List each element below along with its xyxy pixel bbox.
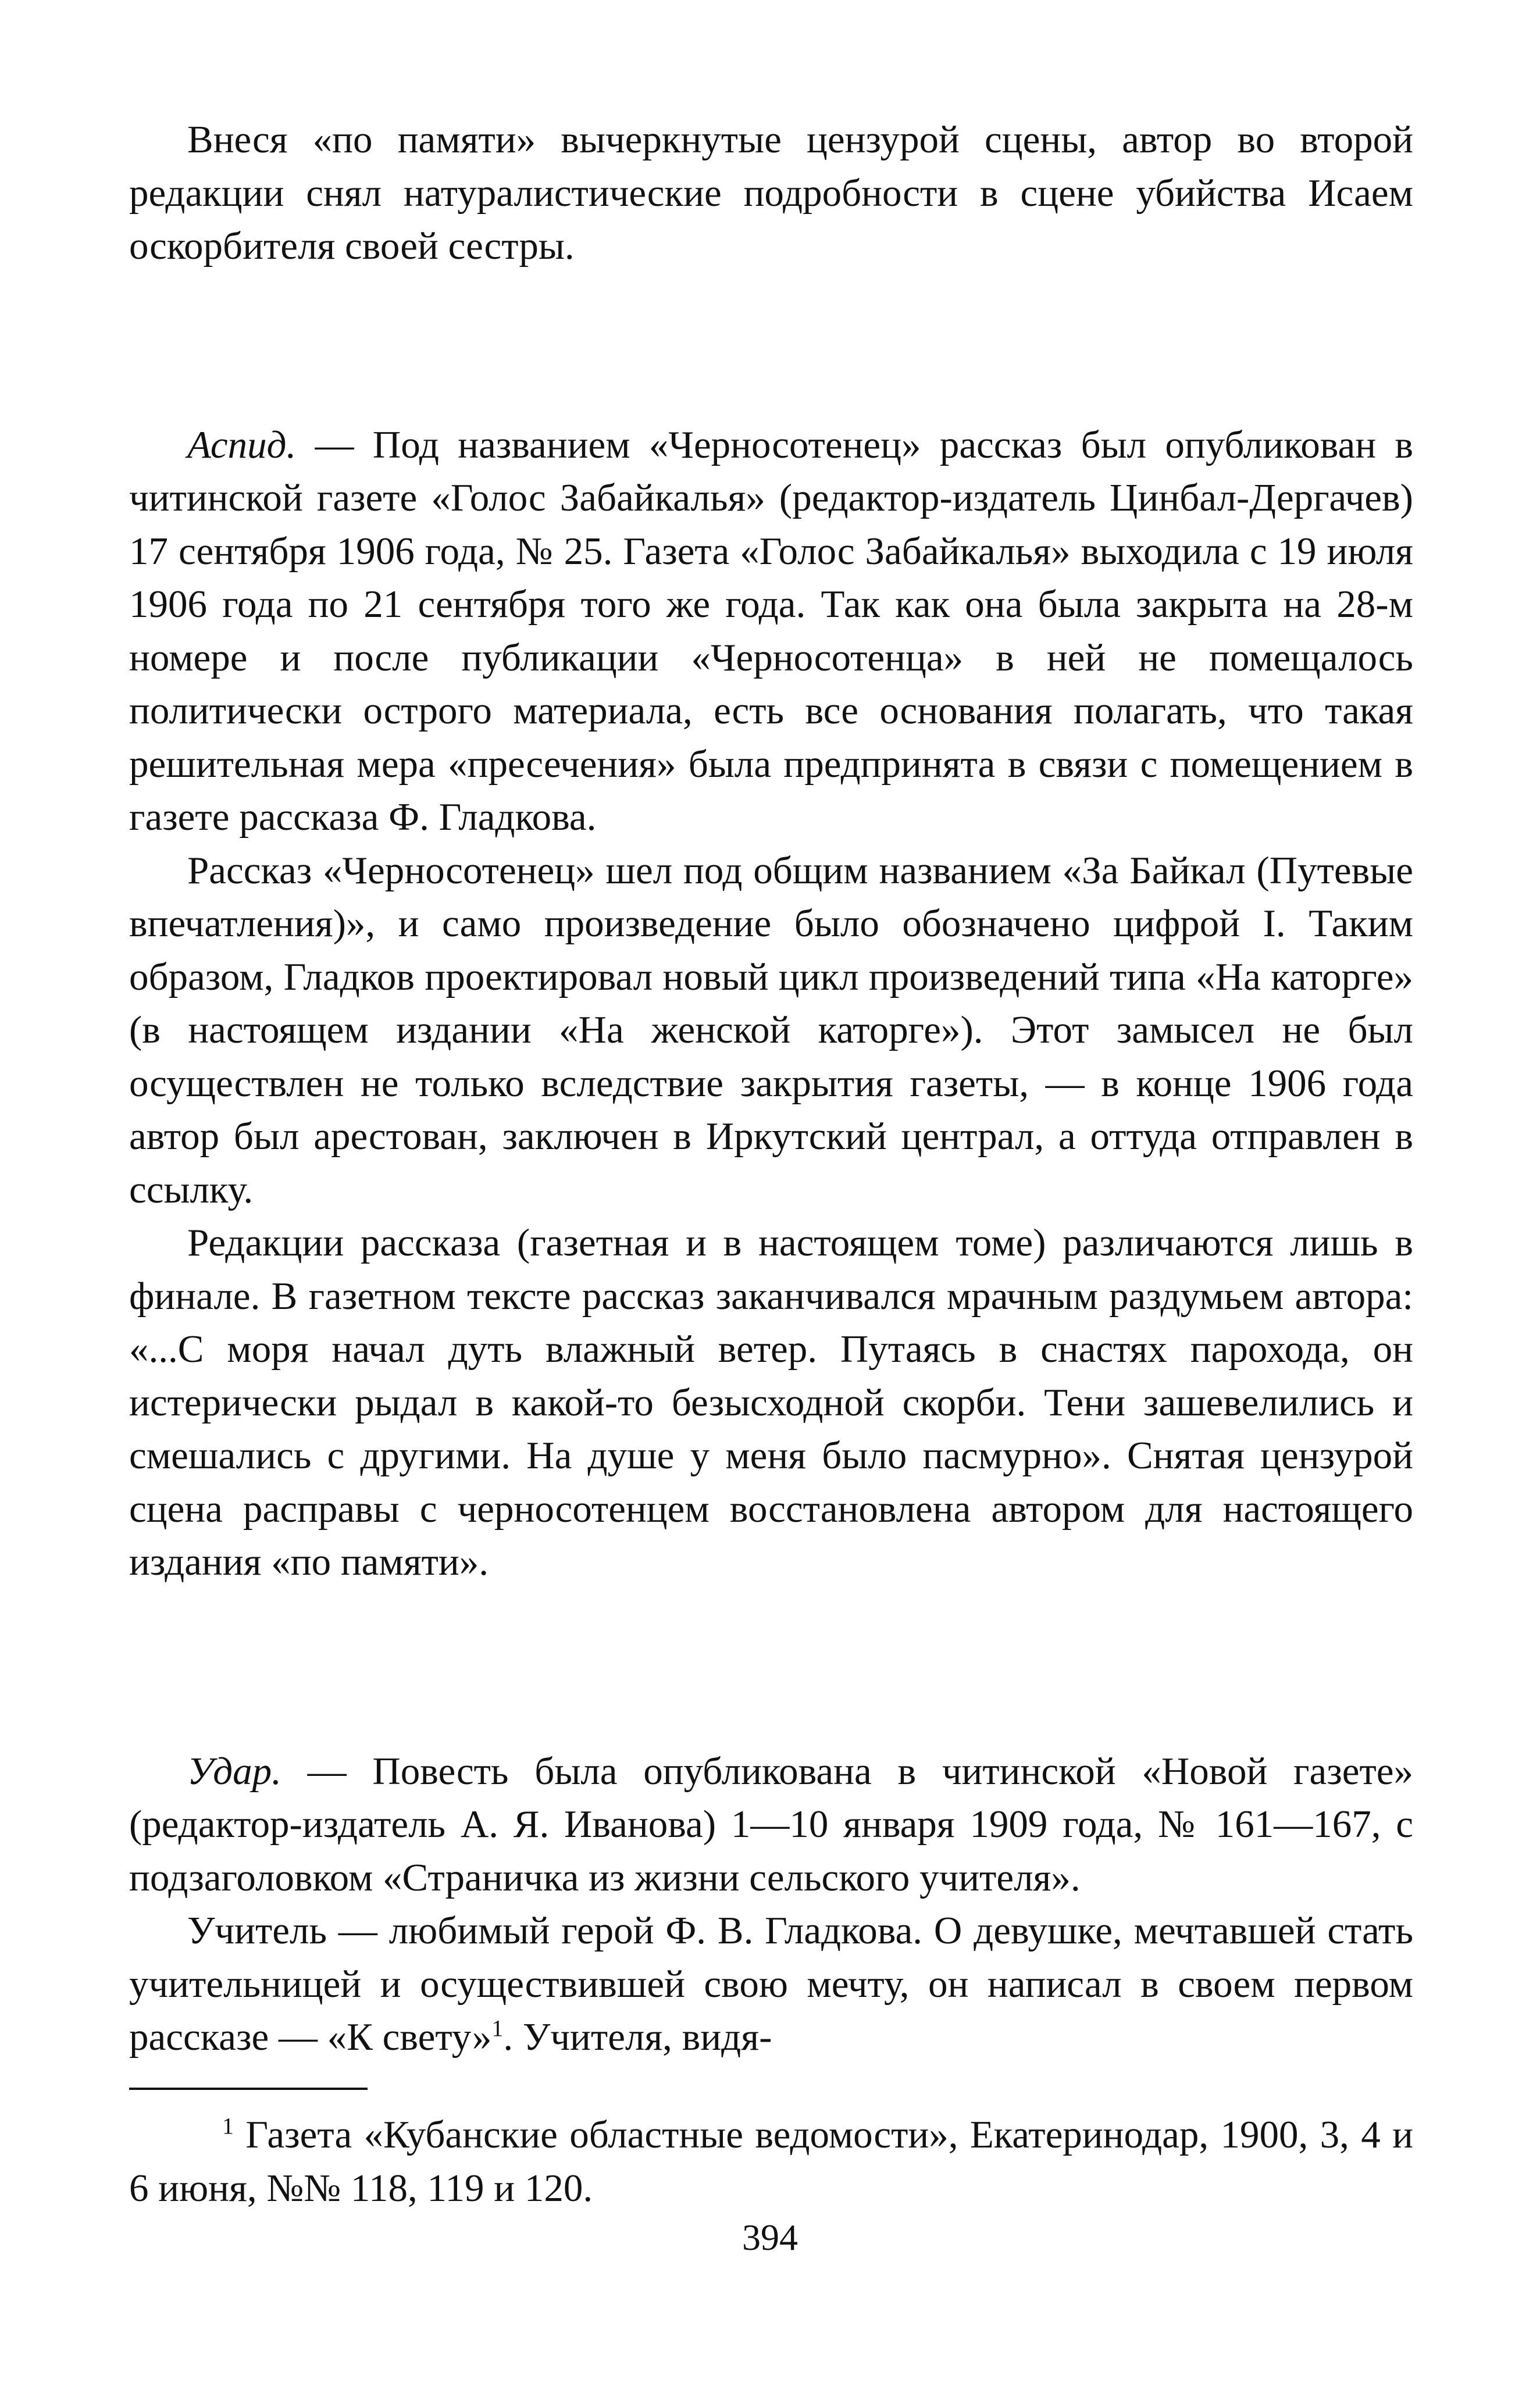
paragraph-teacher-tail: . Учителя, видя-: [503, 2015, 772, 2059]
entry-title-udar: Удар.: [187, 1749, 281, 1793]
page-number: 394: [742, 2217, 798, 2258]
footnote-body: Газета «Кубанские областные ведомости», Екатеринодар, 1900, 3, 4 и 6 июня, №№ 118, 119 и 120.: [129, 2113, 1413, 2210]
paragraph-teacher: [129, 1904, 1413, 2064]
page-body: [129, 113, 1413, 2064]
section-gap: [129, 273, 1413, 419]
paragraph-teacher-text: Учитель — любимый герой Ф. В. Гладкова. О девушке, мечтавшей стать учительницей и осуществившей свою мечту, он написал в своем первом рассказе — «К свету»: [129, 1909, 1413, 2059]
footnote-marker: 1: [222, 2113, 234, 2139]
paragraph-aspid-text: — Под названием «Черносотенец» рассказ был опубликован в читинской газете «Голос Забайкалья» (редактор-издатель Цинбал-Дергачев) 17 сентября 1906 года, № 25. Газета «Голос Забайкалья» выходила с 19 июля 1906 года по 21 сентября того же года. Так как она была закрыта на 28-м номере и после публикации «Черносотенца» в ней не помещалось политически острого материала, есть все основания полагать, что такая решительная мера «пресечения» была предпринята в связи с помещением в газете рассказа Ф. Гладкова.: [129, 423, 1413, 839]
paragraph-cycle: Рассказ «Черносотенец» шел под общим названием «За Байкал (Путевые впечатления)», и само произведение было обозначено цифрой I. Таким образом, Гладков проектировал новый цикл произведений типа «На каторге» (в настоящем издании «На женской каторге»). Этот замысел не был осуществлен не только вследствие закрытия газеты, — в конце 1906 года автор был арестован, заключен в Иркутский централ, а оттуда отправлен в ссылку.: [129, 848, 1413, 1211]
entry-title-aspid: Аспид.: [187, 423, 297, 466]
paragraph-udar: [129, 1745, 1413, 1905]
footnote-reference: 1: [491, 2015, 504, 2042]
footnote-text: [129, 2109, 1413, 2215]
paragraph-editions: Редакции рассказа (газетная и в настоящем томе) различаются лишь в финале. В газетном тексте рассказ заканчивался мрачным раздумьем автора: «...С моря начал дуть влажный ветер. Путаясь в снастях парохода, он истерически рыдал в какой-то безысходной скорби. Тени зашевелились и смешались с другими. На душе у меня было пасмурно». Снятая цензурой сцена расправы с черносотенцем восстановлена автором для настоящего издания «по памяти».: [129, 1221, 1413, 1583]
footnote-divider: [129, 2088, 368, 2090]
footnote: [129, 2109, 1413, 2215]
paragraph-intro: Внеся «по памяти» вычеркнутые цензурой сцены, автор во второй редакции снял натуралистические подробности в сцене убийства Исаем оскорбителя своей сестры.: [129, 118, 1413, 267]
paragraph-udar-text: — Повесть была опубликована в читинской «Новой газете» (редактор-издатель А. Я. Иванова) 1—10 января 1909 года, № 161—167, с подзаголовком «Страничка из жизни сельского учителя».: [129, 1749, 1413, 1899]
section-gap: [129, 1589, 1413, 1745]
paragraph-aspid: [129, 419, 1413, 844]
